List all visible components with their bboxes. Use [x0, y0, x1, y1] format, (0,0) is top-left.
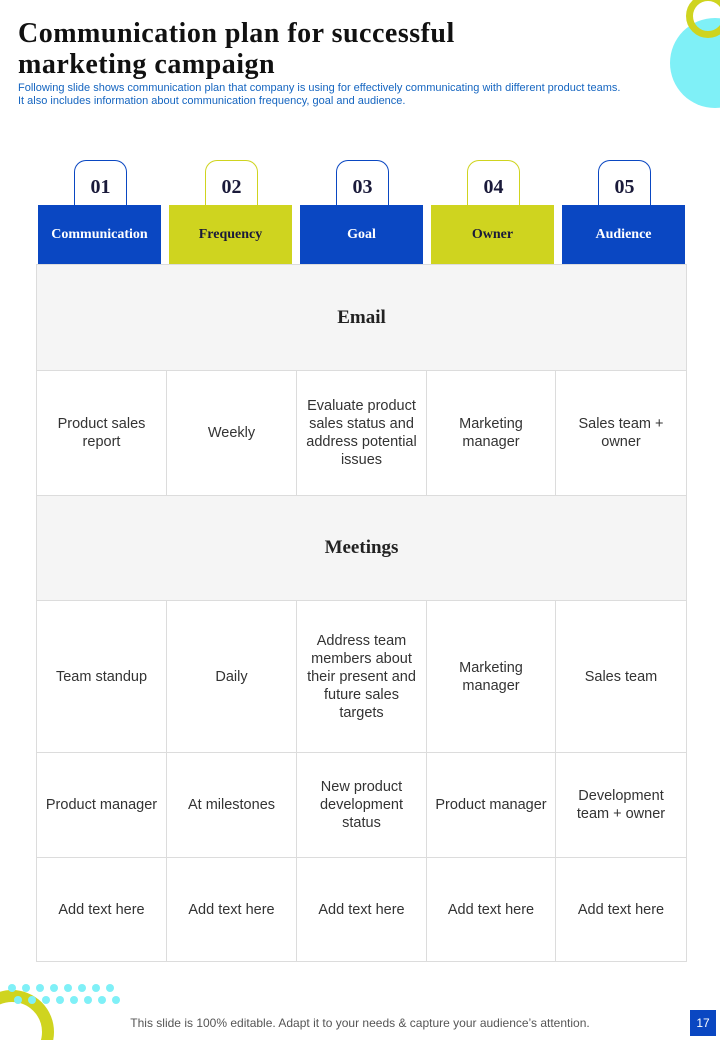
table-row	[37, 371, 686, 496]
cell-goal: Add text here	[297, 858, 427, 961]
decorative-dot-pattern	[8, 984, 128, 1008]
page-subtitle	[18, 82, 698, 108]
cell-frequency: Daily	[167, 601, 297, 752]
table-row	[37, 601, 686, 753]
column-header-owner: Owner	[431, 205, 554, 264]
cell-owner: Product manager	[427, 753, 556, 857]
column-number-tab-5: 05	[598, 160, 651, 210]
cell-frequency: Weekly	[167, 371, 297, 495]
column-number-tab-2: 02	[205, 160, 258, 210]
cell-frequency: At milestones	[167, 753, 297, 857]
cell-audience: Development team + owner	[576, 788, 666, 822]
column-number-tab-4: 04	[467, 160, 520, 210]
footer-note: This slide is 100% editable. Adapt it to your needs & capture your audience’s attention.	[130, 1016, 590, 1030]
column-header-audience: Audience	[562, 205, 685, 264]
cell-audience: Sales team	[584, 668, 658, 685]
table-row	[37, 753, 686, 858]
title-line-1: Communication plan for successful	[18, 18, 455, 49]
subtitle-line-2: It also includes information about communication frequency, goal and audience.	[18, 95, 406, 107]
cell-communication: Add text here	[37, 858, 167, 961]
cell-owner: Marketing manager	[427, 601, 556, 752]
cell-goal: Address team members about their present and future sales targets	[297, 601, 427, 752]
communication-plan-table	[36, 264, 687, 962]
cell-frequency: Add text here	[167, 858, 297, 961]
cell-owner: Marketing manager	[427, 371, 556, 495]
cell-goal: Evaluate product sales status and address potential issues	[297, 371, 427, 495]
page-number-badge: 17	[690, 1010, 716, 1036]
column-header-goal: Goal	[300, 205, 423, 264]
cell-communication: Product sales report	[37, 371, 167, 495]
column-header-frequency: Frequency	[169, 205, 292, 264]
page-title	[18, 18, 578, 80]
cell-owner: Add text here	[427, 858, 556, 961]
column-number-tab-1: 01	[74, 160, 127, 210]
cell-communication: Product manager	[37, 753, 167, 857]
cell-audience: Add text here	[577, 901, 665, 918]
cell-goal: New product development status	[297, 753, 427, 857]
cell-communication: Team standup	[37, 601, 167, 752]
title-line-2: marketing campaign	[18, 49, 276, 80]
section-header-email: Email	[37, 265, 686, 371]
column-header-communication: Communication	[38, 205, 161, 264]
table-row	[37, 858, 686, 961]
section-header-meetings: Meetings	[37, 496, 686, 601]
cell-audience: Sales team + owner	[578, 416, 664, 450]
column-number-tab-3: 03	[336, 160, 389, 210]
subtitle-line-1: Following slide shows communication plan that company is using for effectively communicating with different product teams.	[18, 82, 621, 94]
